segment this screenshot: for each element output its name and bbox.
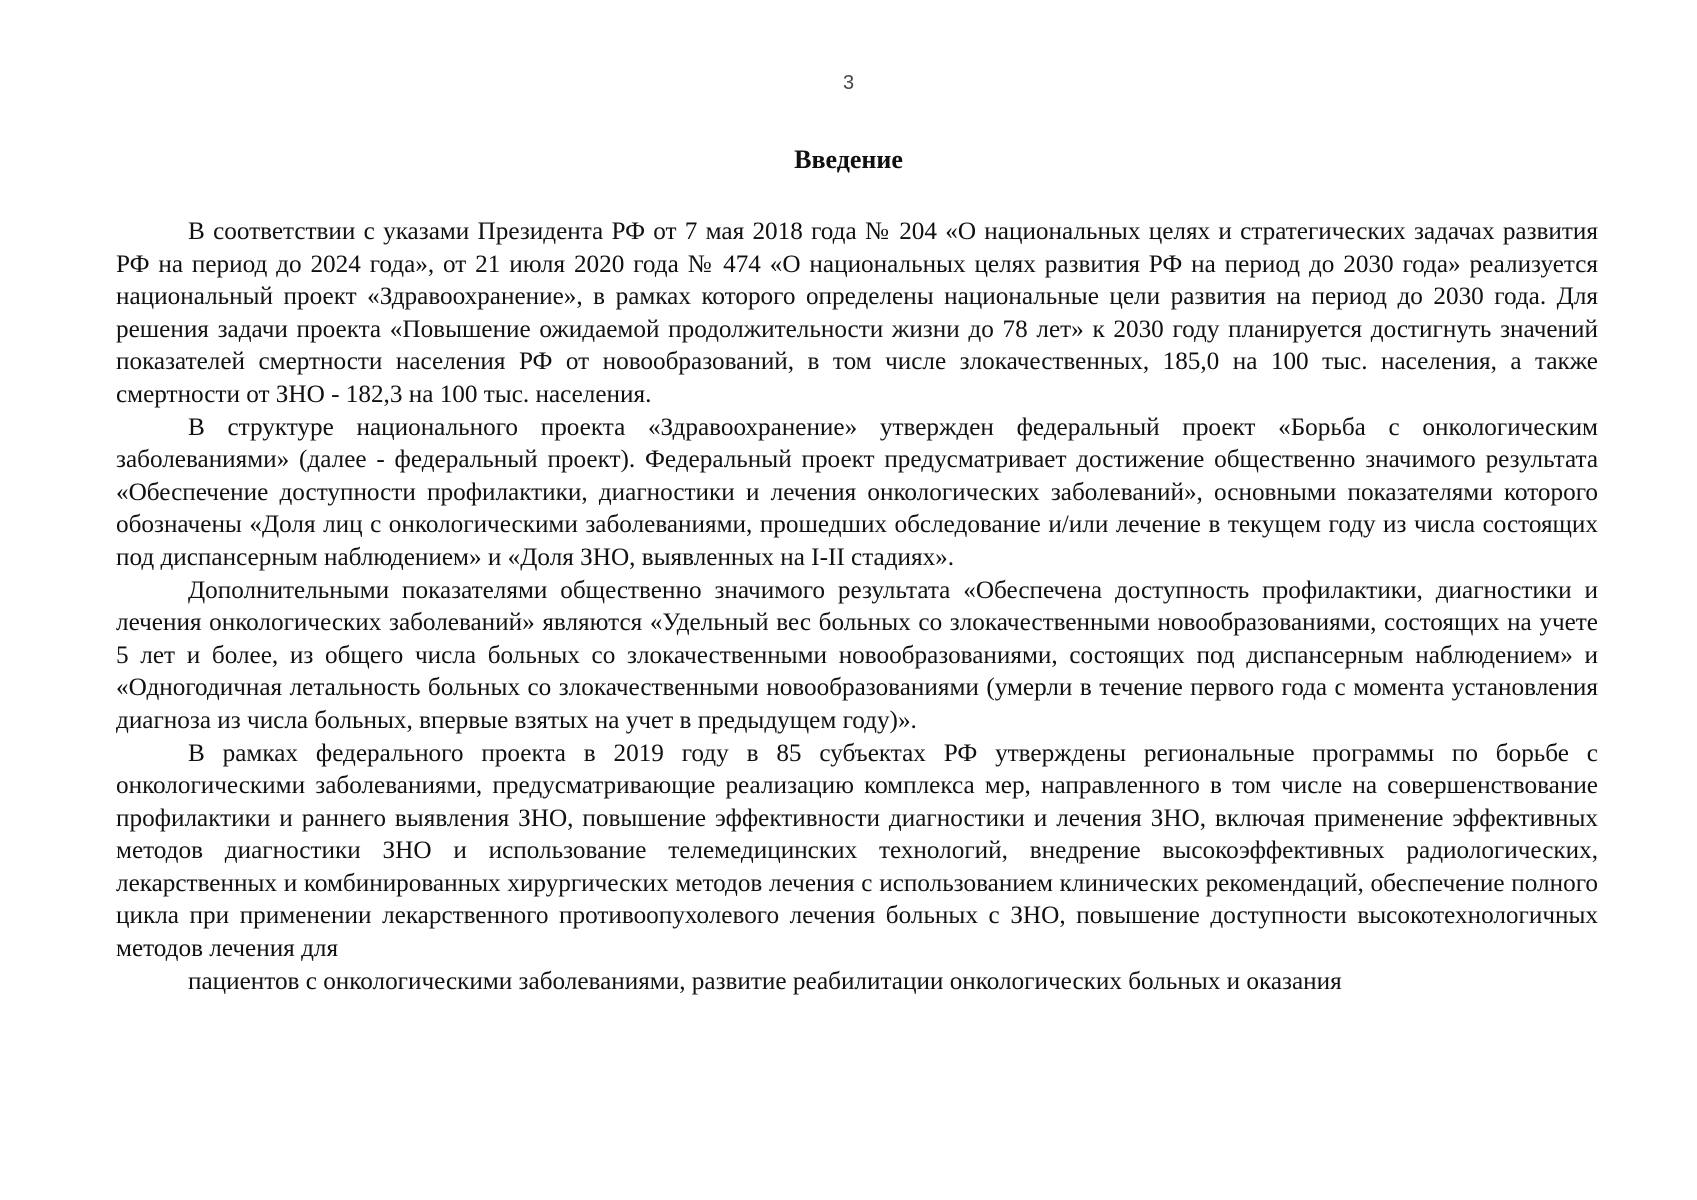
paragraph-2: В структуре национального проекта «Здравоохранение» утвержден федеральный проект «Борьба с онкологическим заболеваниями» (далее - федеральный проект). Федеральный проект предусматривает достижение общественно значимого результата «Обеспечение доступности профилактики, диагностики и лечения онкологических заболеваний», основными показателями которого обозначены «Доля лиц с онкологическими заболеваниями, прошедших обследование и/или лечение в текущем году из числа состоящих под диспансерным наблюдением» и «Доля ЗНО, выявленных на I-II стадиях». [116,413,1598,571]
section-title: Введение [794,145,903,174]
paragraph-1: В соответствии с указами Президента РФ от 7 мая 2018 года № 204 «О национальных целях и стратегических задачах развития РФ на период до 2024 года», от 21 июля 2020 года № 474 «О национальных целях развития РФ на период до 2030 года» реализуется национальный проект «Здравоохранение», в рамках которого определены национальные цели развития на период до 2030 года. Для решения задачи проекта «Повышение ожидаемой продолжительности жизни до 78 лет» к 2030 году планируется достигнуть значений показателей смертности населения РФ от новообразований, в том числе злокачественных, 185,0 на 100 тыс. населения, а также смертности от ЗНО - 182,3 на 100 тыс. населения. [116,218,1598,408]
paragraph-3: Дополнительными показателями общественно значимого результата «Обеспечена доступность профилактики, диагностики и лечения онкологических заболеваний» являются «Удельный вес больных со злокачественными новообразованиями, состоящих на учете 5 лет и более, из общего числа больных со злокачественными новообразованиями, состоящих под диспансерным наблюдением» и «Одногодичная летальность больных со злокачественными новообразованиями (умерли в течение первого года с момента установления диагноза из числа больных, впервые взятых на учет в предыдущем году)». [116,576,1598,734]
body-text [116,216,1598,998]
paragraph-5: пациентов с онкологическими заболеваниями, развитие реабилитации онкологических больных и оказания [188,967,1342,995]
paragraph-4: В рамках федерального проекта в 2019 году в 85 субъектах РФ утверждены региональные программы по борьбе с онкологическими заболеваниями, предусматривающие реализацию комплекса мер, направленного в том числе на совершенствование профилактики и раннего выявления ЗНО, повышение эффективности диагностики и лечения ЗНО, включая применение эффективных методов диагностики ЗНО и использование телемедицинских технологий, внедрение высокоэффективных радиологических, лекарственных и комбинированных хирургических методов лечения с использованием клинических рекомендаций, обеспечение полного цикла при применении лекарственного противоопухолевого лечения больных с ЗНО, повышение доступности высокотехнологичных методов лечения для [116,739,1598,963]
page-number: 3 [842,72,855,94]
